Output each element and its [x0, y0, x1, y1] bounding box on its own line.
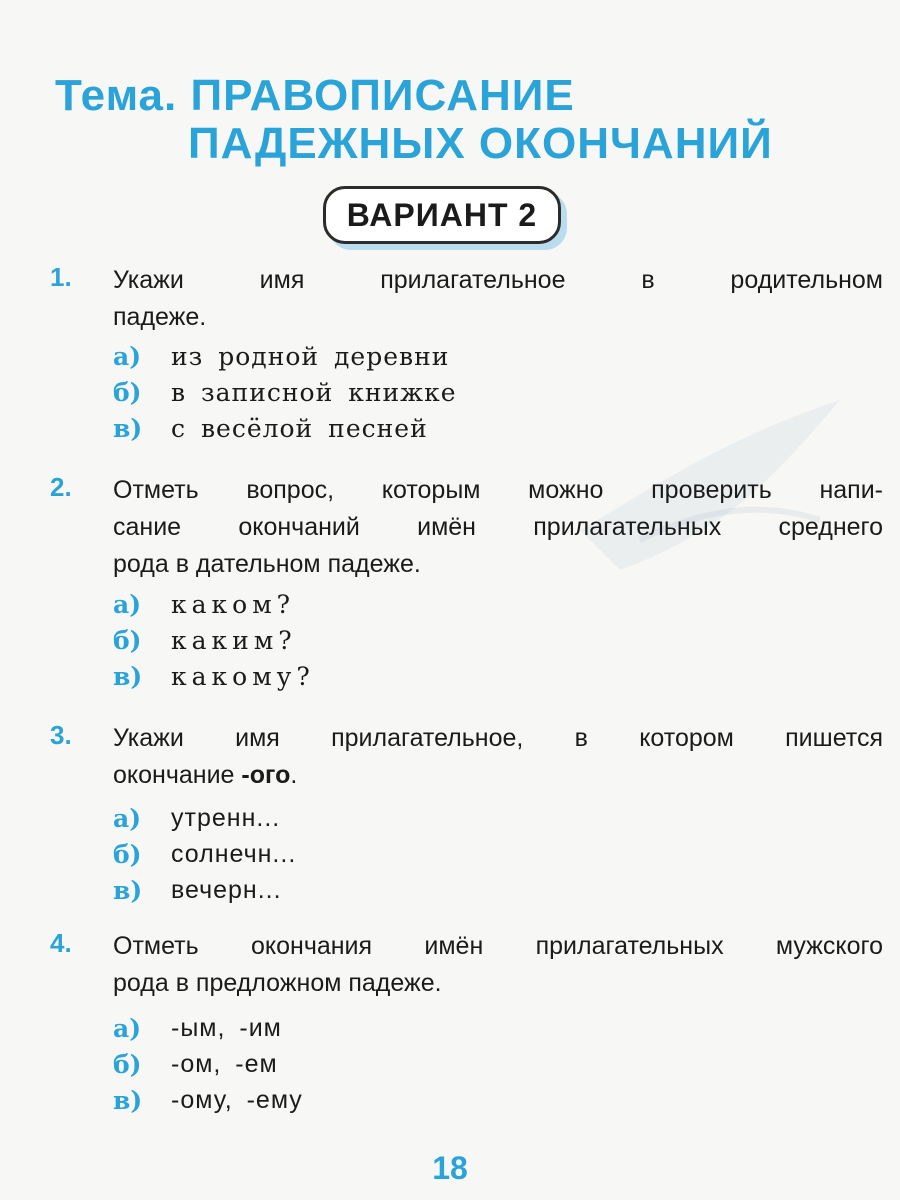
option-letter: в)	[113, 876, 143, 905]
option-text: утренн...	[171, 804, 281, 832]
question-text-line: Укажи имя прилагательное в родительном	[113, 266, 883, 294]
question-text-line: сание окончаний имён прилагательных среднего	[113, 513, 883, 541]
variant-badge: ВАРИАНТ 2	[323, 186, 561, 244]
option-letter: а)	[113, 590, 142, 619]
question-text	[113, 472, 883, 583]
option-text: какому?	[171, 662, 315, 691]
question-text-line: Отметь окончания имён прилагательных мужского	[113, 932, 883, 960]
topic-line-2: ПАДЕЖНЫХ ОКОНЧАНИЙ	[188, 119, 773, 168]
option-text: -ом, -ем	[171, 1050, 278, 1078]
option-text: в записной книжке	[171, 378, 457, 407]
topic-title	[55, 72, 773, 168]
question-text-line: рода в дательном падеже.	[113, 550, 421, 578]
question-number: 2.	[50, 472, 72, 502]
option-letter: а)	[113, 1014, 142, 1043]
question-text	[113, 720, 883, 794]
question-text-line	[113, 757, 883, 794]
question-number: 1.	[50, 262, 72, 292]
option-letter: а)	[113, 342, 142, 371]
option-text: из родной деревни	[171, 342, 450, 371]
question-number: 3.	[50, 720, 72, 750]
option-letter: б)	[113, 840, 142, 869]
bold-ending: -ого	[241, 761, 291, 789]
option-text: каким?	[171, 626, 297, 655]
topic-line-1: ПРАВОПИСАНИЕ	[190, 71, 575, 120]
question-number: 4.	[50, 928, 72, 958]
option-letter: в)	[113, 1086, 143, 1115]
option-letter: б)	[113, 1050, 142, 1079]
question-text-line: рода в предложном падеже.	[113, 969, 442, 997]
question-text-line: падеже.	[113, 303, 207, 331]
question-text-line: Отметь вопрос, которым можно проверить напи-	[113, 476, 883, 504]
option-text: вечерн...	[171, 876, 282, 904]
option-letter: в)	[113, 414, 143, 443]
option-text: каком?	[171, 590, 296, 619]
option-letter: б)	[113, 378, 142, 407]
option-text: -ым, -им	[171, 1014, 282, 1042]
question-text-line: Укажи имя прилагательное, в котором пишется	[113, 724, 883, 752]
question-text	[113, 928, 883, 1002]
option-text: с весёлой песней	[171, 414, 428, 443]
option-letter: в)	[113, 662, 143, 691]
question-text-fragment: окончание	[113, 761, 235, 789]
option-letter: а)	[113, 804, 142, 833]
page-number: 18	[432, 1150, 468, 1186]
option-text: солнечн...	[171, 840, 297, 868]
question-text-period: .	[290, 761, 298, 789]
topic-label: Тема.	[55, 71, 178, 120]
option-text: -ому, -ему	[171, 1086, 303, 1114]
question-text	[113, 262, 883, 336]
option-letter: б)	[113, 626, 142, 655]
